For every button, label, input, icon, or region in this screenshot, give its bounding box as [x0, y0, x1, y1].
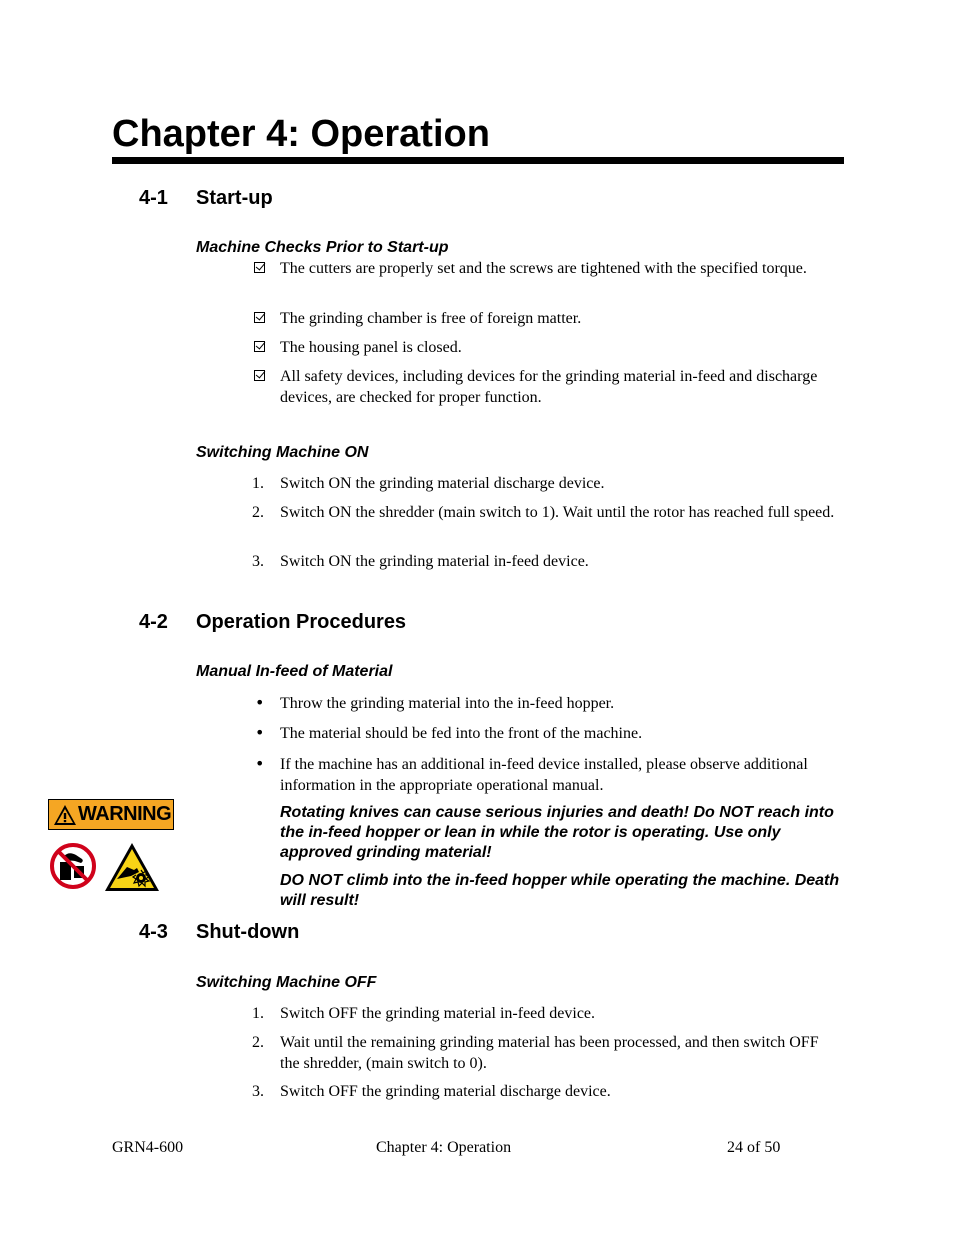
warning-text: Rotating knives can cause serious injuries and death! Do NOT reach into the in-feed hopper or lean in while the rotor is operating. Use only approved grinding material!	[280, 804, 834, 861]
bullet-item-text: The material should be fed into the front of the machine.	[280, 725, 643, 742]
bullet-icon: •	[255, 723, 265, 742]
footer-page-number: 24 of 50	[727, 1139, 781, 1156]
numbered-item-text: Wait until the remaining grinding material has been processed, and then switch OFF the shredder, (main switch to 0).	[280, 1034, 819, 1072]
list-number: 3.	[252, 1083, 264, 1100]
checklist-item-text: The grinding chamber is free of foreign matter.	[280, 310, 582, 327]
chapter-rule	[112, 157, 844, 164]
no-reaching-in-icon	[49, 842, 97, 890]
warning-label	[48, 799, 174, 830]
numbered-item-text: Switch ON the shredder (main switch to 1). Wait until the rotor has reached full speed.	[280, 504, 835, 521]
checkbox-checked-icon	[254, 312, 265, 323]
section-title-start-up: Start-up	[196, 187, 273, 209]
bullet-item-text: Throw the grinding material into the in-feed hopper.	[280, 695, 615, 712]
list-number: 3.	[252, 553, 264, 570]
cutting-hazard-icon	[103, 841, 161, 893]
section-number-4-2: 4-2	[139, 611, 168, 633]
subheading-machine-checks: Machine Checks Prior to Start-up	[196, 239, 449, 256]
numbered-item-text: Switch ON the grinding material in-feed device.	[280, 553, 589, 570]
numbered-item-text: Switch OFF the grinding material in-feed device.	[280, 1005, 596, 1022]
section-number-4-1: 4-1	[139, 187, 168, 209]
subheading-switching-on: Switching Machine ON	[196, 444, 369, 461]
numbered-item-text: Switch OFF the grinding material discharge device.	[280, 1083, 611, 1100]
checklist-item-text: The housing panel is closed.	[280, 339, 462, 356]
warning-triangle-icon	[53, 804, 77, 826]
list-number: 1.	[252, 475, 264, 492]
checkbox-checked-icon	[254, 262, 265, 273]
list-number: 2.	[252, 1034, 264, 1051]
subheading-manual-in-feed: Manual In-feed of Material	[196, 663, 393, 680]
checkbox-checked-icon	[254, 341, 265, 352]
checkbox-checked-icon	[254, 370, 265, 381]
numbered-item-text: Switch ON the grinding material discharge device.	[280, 475, 605, 492]
list-number: 1.	[252, 1005, 264, 1022]
warning-label-text: WARNING	[78, 803, 172, 825]
checklist-item-text: All safety devices, including devices for the grinding material in-feed and discharge devices, are checked for proper function.	[280, 368, 818, 406]
warning-text: DO NOT climb into the in-feed hopper while operating the machine. Death will result!	[280, 872, 840, 909]
footer-chapter: Chapter 4: Operation	[376, 1139, 512, 1156]
footer-document-id: GRN4-600	[112, 1139, 184, 1156]
bullet-item-text: If the machine has an additional in-feed device installed, please observe additional information in the appropriate operational manual.	[280, 756, 808, 794]
section-title-operation-procedures: Operation Procedures	[196, 611, 407, 633]
bullet-icon: •	[255, 693, 265, 712]
section-title-shut-down: Shut-down	[196, 921, 300, 943]
chapter-title: Chapter 4: Operation	[112, 113, 490, 155]
list-number: 2.	[252, 504, 264, 521]
section-number-4-3: 4-3	[139, 921, 168, 943]
bullet-icon: •	[255, 754, 265, 773]
checklist-item-text: The cutters are properly set and the screws are tightened with the specified torque.	[280, 260, 807, 277]
subheading-switching-off: Switching Machine OFF	[196, 974, 377, 991]
